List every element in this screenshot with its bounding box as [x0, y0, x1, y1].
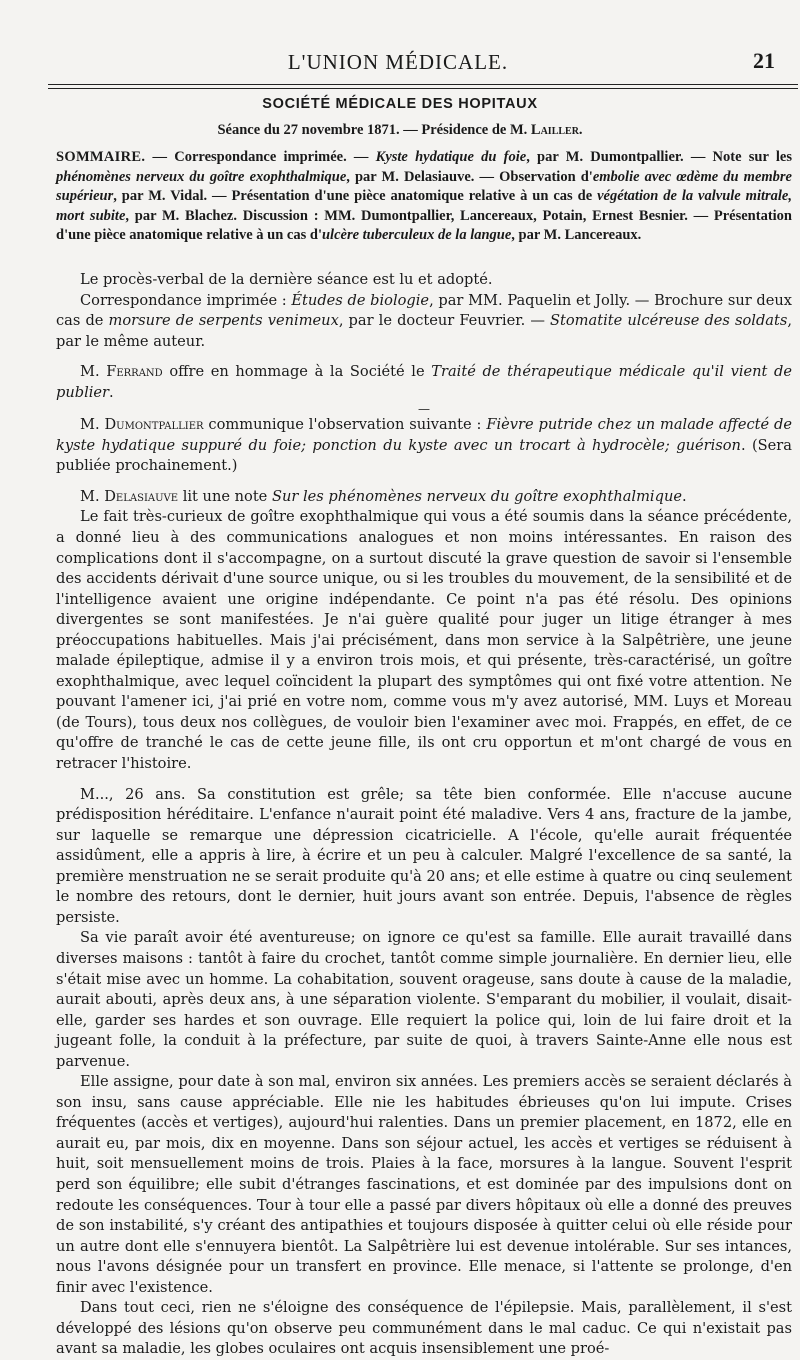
- italic-title: Fièvre putride chez un malade affecté de kyste hydatique suppuré du foie; ponction du kyste avec un trocart à hydrocèle; guérison: [56, 416, 792, 454]
- summary-text: , par M. Dumontpallier. — Note sur les: [526, 149, 792, 165]
- text-run: , par MM. Paquelin et Jolly. — Brochure sur deux cas de: [56, 291, 792, 330]
- text-run: , par le docteur Feuvrier. —: [338, 312, 551, 330]
- italic-title: Sur les phénomènes nerveux du goître exophthalmique: [271, 487, 682, 505]
- session-date: Séance du 27 novembre 1871. — Présidence de M.: [217, 122, 528, 138]
- text-run: M.: [80, 487, 105, 505]
- summary-text: , par M. Delasiauve. — Observation d': [346, 168, 593, 185]
- text-run: offre en hommage à la Société le: [162, 363, 432, 381]
- header-rule: [48, 84, 798, 85]
- session-line: [0, 122, 800, 139]
- section-title: SOCIÉTÉ MÉDICALE DES HOPITAUX: [262, 96, 538, 112]
- text-run: Correspondance imprimée :: [80, 291, 292, 309]
- paragraph-dumontpallier: [56, 415, 792, 477]
- text-run: , par le même auteur.: [56, 312, 793, 350]
- text-run: .: [109, 383, 114, 401]
- summary-label: SOMMAIRE.: [56, 149, 146, 165]
- italic-title: Études de biologie: [291, 291, 430, 309]
- paragraph-correspondence: [56, 291, 792, 353]
- italic-title: morsure de serpents venimeux: [108, 312, 339, 330]
- text-run: M.: [80, 416, 105, 434]
- paragraph-minutes: Le procès-verbal de la dernière séance est lu et adopté.: [80, 271, 493, 288]
- summary-text: — Correspondance imprimée. —: [145, 149, 376, 165]
- paragraph: Sa vie paraît avoir été aventureuse; on ignore ce qu'est sa famille. Elle aurait travaillé dans diverses maisons : tantôt à faire du crochet, tantôt comme simple journalière. En dernier lieu, elle s'était mise avec un homme. La cohabitation, souvent orageuse, sans doute à cause de la maladie, aurait abouti, après deux ans, à une séparation violente. S'emparant du mobilier, il voulait, disait-elle, garder ses hardes et son ouvrage. Elle requiert la police qui, loin de lui faire droit et la jugeant folle, la conduit à la préfecture, par suite de quoi, à travers Sainte-Anne elle nous est parvenue.: [56, 929, 792, 1070]
- text-run: communique l'observation suivante :: [203, 416, 487, 434]
- paragraph-ferrand: [56, 362, 792, 403]
- author-name: Dumontpallier: [104, 416, 204, 434]
- header-rule-thin: [48, 88, 798, 89]
- author-name: Ferrand: [106, 363, 163, 381]
- text-run: .: [681, 487, 687, 505]
- summary-topic: ulcère tuberculeux de la langue: [321, 227, 512, 244]
- paragraph: Dans tout ceci, rien ne s'éloigne des conséquence de l'épilepsie. Mais, parallèlement, il s'est développé des lésions qu'on observe peu communément dans le mal caduc. Ce qui n'existait pas avant sa maladie, les globes oculaires ont acquis insensiblement une proé-: [56, 1299, 792, 1358]
- text-run: lit une note: [178, 487, 272, 505]
- separator-mark: —: [418, 402, 430, 417]
- article-body: [56, 270, 792, 1360]
- summary-topic: végétation de la valvule mitrale, mort subite: [56, 188, 792, 224]
- page-number: 21: [753, 48, 775, 73]
- paragraph: Le fait très-curieux de goître exophthalmique qui vous a été soumis dans la séance précédente, a donné lieu à des communications analogues et non moins intéressantes. En raison des complications dont il s'accompagne, on a surtout discuté la grave question de savoir si l'ensemble des accidents dérivait d'une source unique, ou si les troubles du mouvement, de la sensibilité et de l'intelligence avaient une origine indépendante. Ce point n'a pas été résolu. Des opinions divergentes se sont manifestées. Je n'ai guère qualité pour juger un litige étranger à mes préoccupations habituelles. Mais j'ai précisément, dans mon service à la Salpêtrière, une jeune malade épileptique, admise il y a environ trois mois, et qui présente, très-caractérisé, un goître exophthalmique, avec lequel coïncident la plupart des symptômes qui ont fixé votre attention. Ne pouvant l'amener ici, j'ai prié en votre nom, comme vous m'y avez autorisé, MM. Luys et Moreau (de Tours), tous deux nos collègues, de vouloir bien l'examiner avec moi. Frappés, en effet, de ce qu'offre de tranché le cas de cette jeune fille, ils ont cru opportun et m'ont chargé de vous en retracer l'histoire.: [56, 508, 792, 773]
- text-run: . (Sera publiée prochainement.): [56, 436, 792, 475]
- author-name: Delasiauve: [104, 487, 179, 505]
- summary-topic: embolie avec œdème du membre supérieur: [56, 168, 792, 205]
- summary: [56, 148, 792, 246]
- italic-title: Stomatite ulcéreuse des soldats: [550, 312, 788, 330]
- text-run: M.: [80, 363, 107, 381]
- summary-text: , par M. Lancereaux.: [511, 227, 642, 244]
- italic-title: Traité de thérapeutique médicale qu'il vient de publier: [56, 363, 793, 401]
- session-president: Lailler.: [530, 122, 583, 138]
- summary-topic: Kyste hydatique du foie: [375, 149, 527, 165]
- paragraph: M..., 26 ans. Sa constitution est grêle; sa tête bien conformée. Elle n'accuse aucune prédisposition héréditaire. L'enfance n'aurait point été maladive. Vers 4 ans, fracture de la jambe, sur laquelle se remarque une dépression cicatricielle. A l'école, qu'elle aurait fréquentée assidûment, elle a appris à lire, à écrire et un peu à calculer. Malgré l'excellence de sa santé, la première menstruation ne se serait produite qu'à 20 ans; et elle estime à quatre ou cinq seulement le nombre des retours, dont le dernier, huit jours avant son entrée. Depuis, l'absence de règles persiste.: [56, 785, 792, 926]
- summary-topic: phénomènes nerveux du goître exophthalmique: [56, 168, 347, 185]
- summary-text: , par M. Blachez. Discussion : MM. Dumontpallier, Lancereaux, Potain, Ernest Besnier. — Présentation d'une pièce anatomique relative à un cas d': [56, 207, 792, 244]
- running-title: L'UNION MÉDICALE.: [287, 50, 509, 74]
- summary-text: , par M. Vidal. — Présentation d'une pièce anatomique relative à un cas de: [113, 188, 598, 205]
- page-header: [0, 46, 800, 86]
- paragraph-delasiauve: [56, 487, 792, 508]
- paragraph: Elle assigne, pour date à son mal, environ six années. Les premiers accès se seraient déclarés à son insu, sans cause appréciable. Elle nie les habitudes ébrieuses qu'on lui impute. Crises fréquentes (accès et vertiges), aujourd'hui ralenties. Dans un premier placement, en 1872, elle en aurait eu, par mois, dix en moyenne. Dans son séjour actuel, les accès et vertiges se réduisent à huit, soit mensuellement moins de trois. Plaies à la face, morsures à la langue. Souvent l'esprit perd son équilibre; elle subit d'étranges fascinations, et est dominée par des impulsions dont on redoute les conséquences. Tour à tour elle a passé par divers hôpitaux où elle a donné des preuves de son instabilité, s'y créant des antipathies et toujours disposée à quitter celui où elle réside pour un autre dont elle s'ennuyera bientôt. La Salpêtrière lui est devenue intolérable. Sur ses intances, nous l'avons désignée pour un transfert en province. Elle menace, si l'attente se prolonge, d'en finir avec l'existence.: [56, 1073, 792, 1296]
